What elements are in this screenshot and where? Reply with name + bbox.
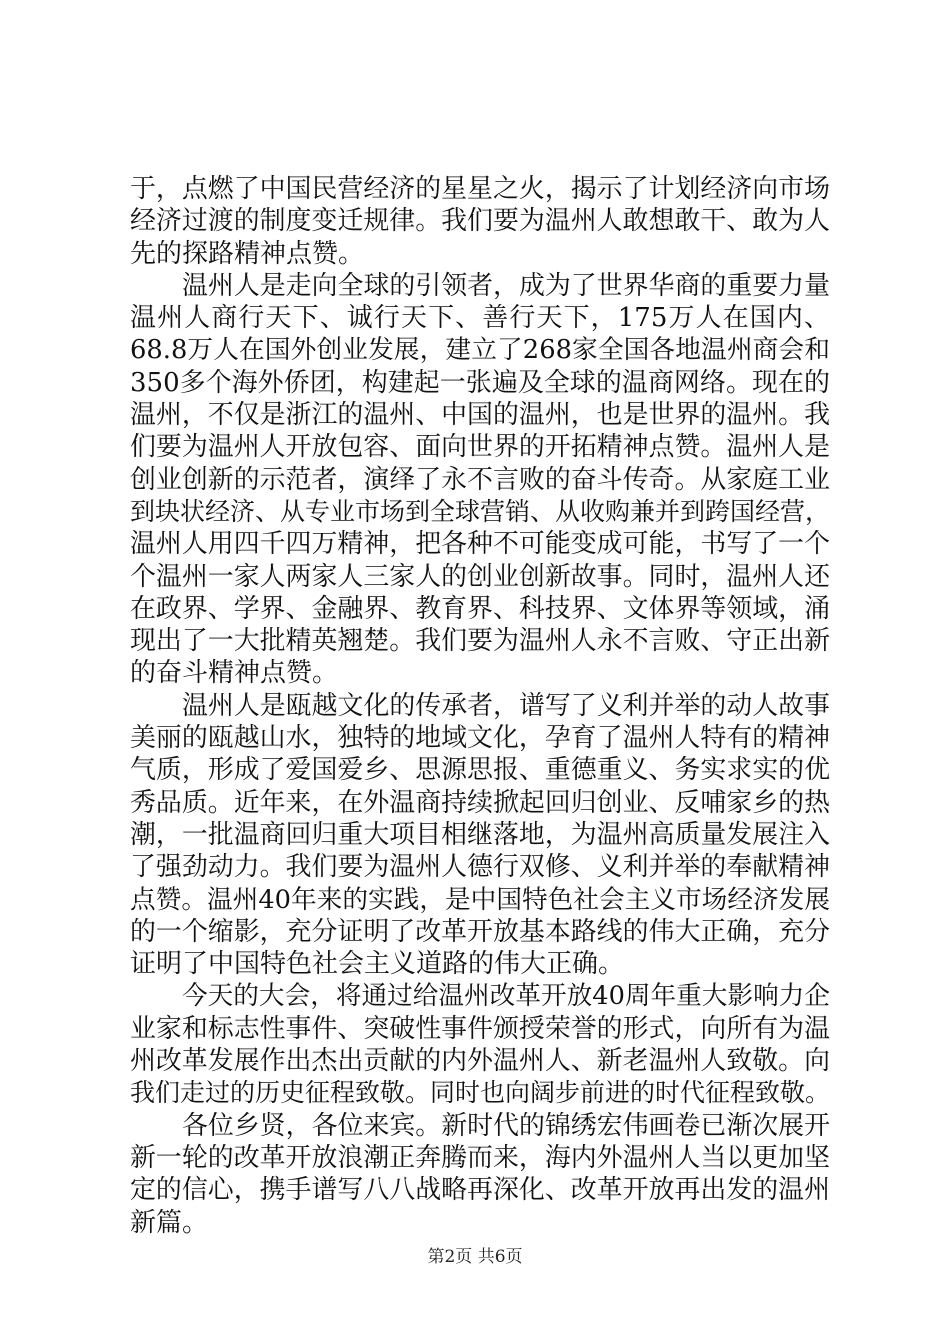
text-line: 的一个缩影，充分证明了改革开放基本路线的伟大正确，充分: [130, 916, 830, 947]
page-footer: 第2页 共6页: [427, 1247, 523, 1267]
text-line: 经济过渡的制度变迁规律。我们要为温州人敢想敢干、敢为人: [130, 206, 830, 237]
text-line: 潮，一批温商回归重大项目相继落地，为温州高质量发展注入: [130, 819, 830, 850]
text-line: 温州人用四千四万精神，把各种不可能变成可能，书写了一个: [130, 529, 830, 560]
text-line: 定的信心，携手谱写八八战略再深化、改革开放再出发的温州: [130, 1175, 830, 1206]
text-line: 温州，不仅是浙江的温州、中国的温州，也是世界的温州。我: [130, 400, 830, 431]
text-line: 个温州一家人两家人三家人的创业创新故事。同时，温州人还: [130, 561, 830, 592]
text-line: 各位乡贤，各位来宾。新时代的锦绣宏伟画卷已渐次展开: [182, 1110, 830, 1141]
document-body: [130, 173, 830, 1239]
text-line: 新篇。: [130, 1207, 209, 1238]
text-line: 的奋斗精神点赞。: [130, 658, 339, 689]
text-line: 温州人是走向全球的引领者，成为了世界华商的重要力量: [182, 270, 830, 301]
text-line: 创业创新的示范者，演绎了永不言败的奋斗传奇。从家庭工业: [130, 464, 830, 495]
text-line: 气质，形成了爱国爱乡、思源思报、重德重义、务实求实的优: [130, 755, 830, 786]
text-line: 证明了中国特色社会主义道路的伟大正确。: [130, 949, 625, 980]
text-line: 到块状经济、从专业市场到全球营销、从收购兼并到跨国经营，: [130, 496, 831, 526]
text-line: 秀品质。近年来，在外温商持续掀起回归创业、反哺家乡的热: [130, 787, 830, 818]
text-line: 今天的大会，将通过给温州改革开放40周年重大影响力企: [182, 981, 830, 1012]
text-line: 温州人是瓯越文化的传承者，谱写了义利并举的动人故事: [182, 690, 830, 721]
text-line: 温州人商行天下、诚行天下、善行天下，175万人在国内、: [130, 303, 830, 334]
text-line: 新一轮的改革开放浪潮正奔腾而来，海内外温州人当以更加坚: [130, 1142, 830, 1173]
text-line: 我们走过的历史征程致敬。同时也向阔步前进的时代征程致敬。: [130, 1078, 831, 1108]
text-line: 先的探路精神点赞。: [130, 238, 365, 269]
text-line: 350多个海外侨团，构建起一张遍及全球的温商网络。现在的: [130, 367, 830, 398]
text-line: 了强劲动力。我们要为温州人德行双修、义利并举的奉献精神: [130, 852, 830, 883]
text-line: 于，点燃了中国民营经济的星星之火，揭示了计划经济向市场: [130, 174, 830, 204]
text-line: 68.8万人在国外创业发展，建立了268家全国各地温州商会和: [130, 335, 830, 366]
text-line: 现出了一大批精英翘楚。我们要为温州人永不言败、守正出新: [130, 626, 830, 657]
text-line: 美丽的瓯越山水，独特的地域文化，孕育了温州人特有的精神: [130, 723, 830, 754]
text-line: 点赞。温州40年来的实践，是中国特色社会主义市场经济发展: [130, 884, 830, 915]
text-line: 们要为温州人开放包容、面向世界的开拓精神点赞。温州人是: [130, 432, 830, 463]
text-line: 业家和标志性事件、突破性事件颁授荣誉的形式，向所有为温: [130, 1013, 830, 1044]
text-line: 在政界、学界、金融界、教育界、科技界、文体界等领域，涌: [130, 593, 830, 624]
text-line: 州改革发展作出杰出贡献的内外温州人、新老温州人致敬。向: [130, 1046, 830, 1077]
